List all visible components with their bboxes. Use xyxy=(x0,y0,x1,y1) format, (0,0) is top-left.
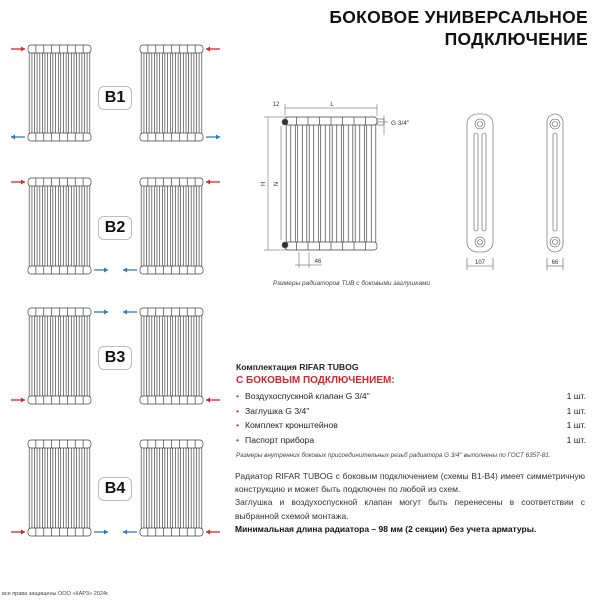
thread-label: G 3/4'' xyxy=(391,120,410,127)
return-arrow-icon xyxy=(123,530,137,535)
return-arrow-icon xyxy=(94,268,108,273)
radiator-left-B3 xyxy=(28,308,91,404)
description-p3: Минимальная длина радиатора – 98 мм (2 секции) без учета арматуры. xyxy=(235,523,537,534)
side-view-3-column xyxy=(467,114,493,270)
return-arrow-icon xyxy=(206,135,220,140)
return-arrow-icon xyxy=(123,310,137,315)
kit-section xyxy=(236,362,586,459)
return-arrow-icon xyxy=(94,310,108,315)
dim-axis-label: N xyxy=(274,181,280,187)
title-line-1: БОКОВОЕ УНИВЕРСАЛЬНОЕ xyxy=(329,7,588,27)
return-arrow-icon xyxy=(123,268,137,273)
title-line-2: ПОДКЛЮЧЕНИЕ xyxy=(444,29,588,49)
page-title xyxy=(329,6,588,50)
kit-item xyxy=(236,389,586,404)
radiator-right-B3 xyxy=(140,308,203,404)
supply-arrow-icon xyxy=(11,180,25,185)
supply-arrow-icon xyxy=(11,398,25,403)
copyright-footer: все права защищены ООО «КАРЗ» 2024г. xyxy=(2,591,109,597)
side-view-2-column xyxy=(547,114,563,270)
radiator-left-B2 xyxy=(28,178,91,274)
kit-subheading: С БОКОВЫМ ПОДКЛЮЧЕНИЕМ: xyxy=(236,375,395,386)
kit-item-qty: 1 шт. xyxy=(566,420,586,431)
supply-arrow-icon xyxy=(11,47,25,52)
supply-arrow-icon xyxy=(206,47,220,52)
dim-height-label: H xyxy=(261,181,267,187)
kit-item-qty: 1 шт. xyxy=(566,434,586,445)
supply-arrow-icon xyxy=(206,180,220,185)
scheme-badge-b1: B1 xyxy=(98,86,132,110)
supply-arrow-icon xyxy=(11,530,25,535)
return-arrow-icon xyxy=(94,530,108,535)
kit-item xyxy=(236,418,586,433)
kit-item-qty: 1 шт. xyxy=(566,391,586,402)
return-arrow-icon xyxy=(11,135,25,140)
kit-item-name: • Заглушка G 3/4'' xyxy=(236,406,310,416)
radiator-right-B4 xyxy=(140,440,203,536)
radiator-front xyxy=(285,117,377,250)
radiator-right-B1 xyxy=(140,45,203,141)
dim-section-label: 46 xyxy=(314,259,322,265)
kit-item xyxy=(236,433,586,448)
kit-item-name: • Воздухоспускной клапан G 3/4'' xyxy=(236,391,370,401)
kit-heading: Комплектация RIFAR TUBOG xyxy=(236,362,359,372)
dim-length-label: L xyxy=(330,102,334,108)
front-view xyxy=(282,117,384,250)
supply-arrow-icon xyxy=(206,530,220,535)
description-p1: Радиатор RIFAR TUBOG с боковым подключением (схемы B1-B4) имеет симметричную конструкцию и может быть подключен по любой из схем. xyxy=(235,471,585,495)
scheme-badge-b2: B2 xyxy=(98,216,132,240)
kit-item-qty: 1 шт. xyxy=(566,405,586,416)
drawing-caption: Размеры радиаторов TUB с боковыми заглушками xyxy=(273,280,431,287)
kit-item xyxy=(236,404,586,419)
radiator-left-B4 xyxy=(28,440,91,536)
supply-arrow-icon xyxy=(206,398,220,403)
scheme-badge-b3: B3 xyxy=(98,346,132,370)
depth-2-column-label: 66 xyxy=(551,260,559,266)
connection-schemes xyxy=(0,0,230,560)
kit-item-name: • Комплект кронштейнов xyxy=(236,420,338,430)
dim-offset-label: 12 xyxy=(272,102,280,108)
kit-item-name: • Паспорт прибора xyxy=(236,435,314,445)
kit-note: Размеры внутренних боковых присоединительных резьб радиатора G 3/4'' выполнены по ГОСТ 6357-81. xyxy=(236,452,551,459)
depth-3-column-label: 107 xyxy=(474,260,486,266)
description-p2: Заглушка и воздухоспускной клапан могут быть перенесены в соответствии с выбранной схемой монтажа. xyxy=(235,497,585,521)
description xyxy=(235,470,585,536)
scheme-badge-b4: B4 xyxy=(98,477,132,501)
dimension-drawing xyxy=(250,90,600,278)
radiator-left-B1 xyxy=(28,45,91,141)
radiator-right-B2 xyxy=(140,178,203,274)
